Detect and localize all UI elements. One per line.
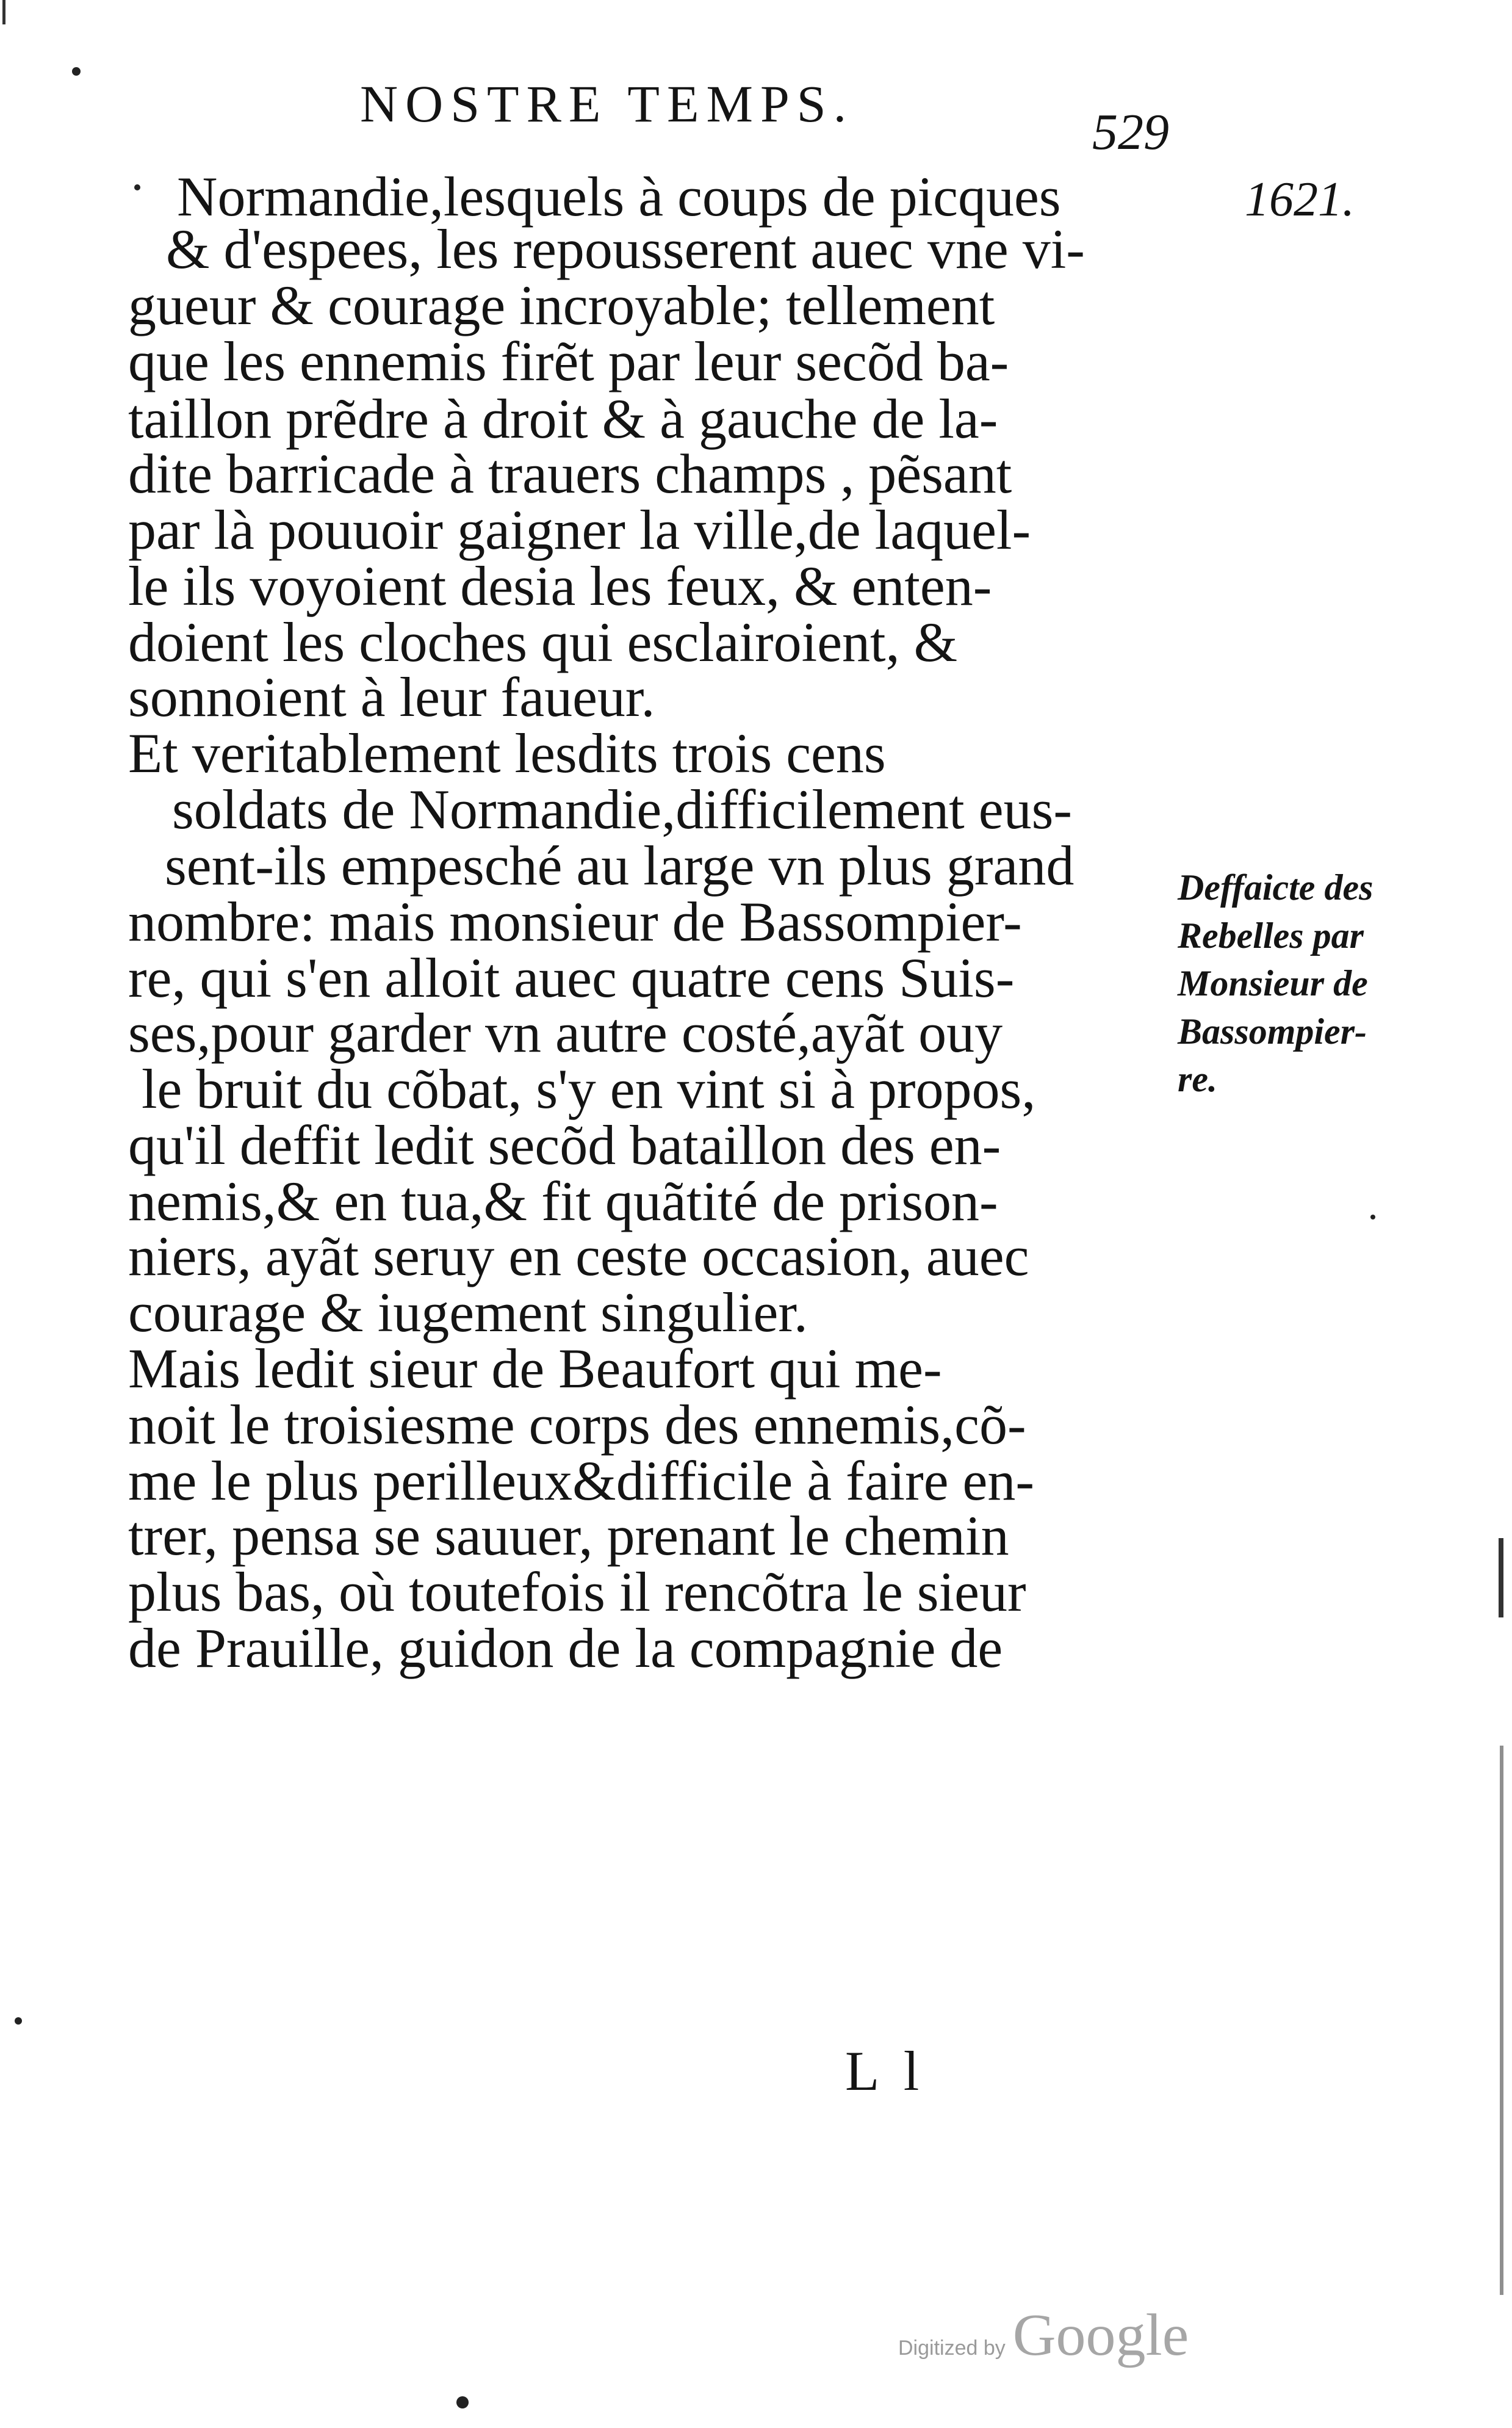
digitized-watermark xyxy=(898,2301,1189,2369)
text-line: & d'espees, les repousserent auec vne vi- xyxy=(166,218,1085,280)
text-line: que les ennemis firẽt par leur secõd ba- xyxy=(128,330,1009,392)
text-line: noit le troisiesme corps des ennemis,cõ- xyxy=(128,1393,1026,1456)
text-line: niers, ayãt seruy en ceste occasion, auec xyxy=(128,1225,1029,1287)
page-edge-mark xyxy=(1499,1538,1503,1617)
scan-speck xyxy=(72,67,81,76)
text-line: doient les cloches qui esclairoient, & xyxy=(128,611,958,673)
text-line: courage & iugement singulier. xyxy=(128,1281,808,1343)
scan-speck xyxy=(134,184,140,190)
text-line: me le plus perilleux&difficile à faire en- xyxy=(128,1450,1035,1512)
text-line: taillon prẽdre à droit & à gauche de la- xyxy=(128,388,998,450)
running-title: NOSTRE TEMPS. xyxy=(360,74,854,133)
margin-note-line: Bassompier- xyxy=(1178,1011,1367,1052)
text-line: le ils voyoient desia les feux, & enten- xyxy=(128,555,992,617)
text-line: soldats de Normandie,difficilement eus- xyxy=(172,778,1073,840)
margin-note-line: Rebelles par xyxy=(1178,915,1364,956)
scan-speck xyxy=(456,2396,469,2408)
text-line: plus bas, où toutefois il rencõtra le sieur xyxy=(128,1561,1026,1623)
text-line: trer, pensa se sauuer, prenant le chemin xyxy=(128,1505,1009,1567)
text-line: le bruit du cõbat, s'y en vint si à propos, xyxy=(142,1058,1036,1120)
text-line: re, qui s'en alloit auec quatre cens Suis- xyxy=(128,947,1015,1009)
scan-speck xyxy=(1370,1215,1375,1219)
page-edge-mark xyxy=(1500,1746,1503,2295)
text-line: sent-ils empesché au large vn plus grand xyxy=(165,834,1075,897)
margin-note-line: re. xyxy=(1178,1059,1217,1100)
signature-mark: L l xyxy=(845,2040,926,2102)
margin-note-line: Deffaicte des xyxy=(1178,867,1373,908)
text-line: dite barricade à trauers champs , pẽsant xyxy=(128,443,1012,505)
text-line: qu'il deffit ledit secõd bataillon des en- xyxy=(128,1114,1001,1176)
google-logo: Google xyxy=(1012,2302,1189,2368)
text-line: nombre: mais monsieur de Bassompier- xyxy=(128,891,1022,953)
page-number: 529 xyxy=(1092,104,1169,161)
margin-note xyxy=(1178,864,1373,1104)
text-line: gueur & courage incroyable; tellement xyxy=(128,274,995,336)
text-line: Mais ledit sieur de Beaufort qui me- xyxy=(128,1337,942,1400)
watermark-prefix: Digitized by xyxy=(898,2336,1006,2360)
text-line: Normandie,lesquels à coups de picques xyxy=(177,165,1061,228)
text-line: de Prauille, guidon de la compagnie de xyxy=(128,1617,1003,1679)
text-line: ses,pour garder vn autre costé,ayãt ouy xyxy=(128,1002,1003,1064)
scan-speck xyxy=(15,2017,22,2025)
text-line: par là pouuoir gaigner la ville,de laquel- xyxy=(128,499,1031,561)
text-line: nemis,& en tua,& fit quãtité de prison- xyxy=(128,1170,998,1232)
page-edge-mark xyxy=(2,0,5,24)
text-line: sonnoient à leur faueur. xyxy=(128,666,655,728)
margin-note-line: Monsieur de xyxy=(1178,963,1368,1004)
margin-year: 1621. xyxy=(1245,173,1355,226)
text-line: Et veritablement lesdits trois cens xyxy=(128,722,886,784)
